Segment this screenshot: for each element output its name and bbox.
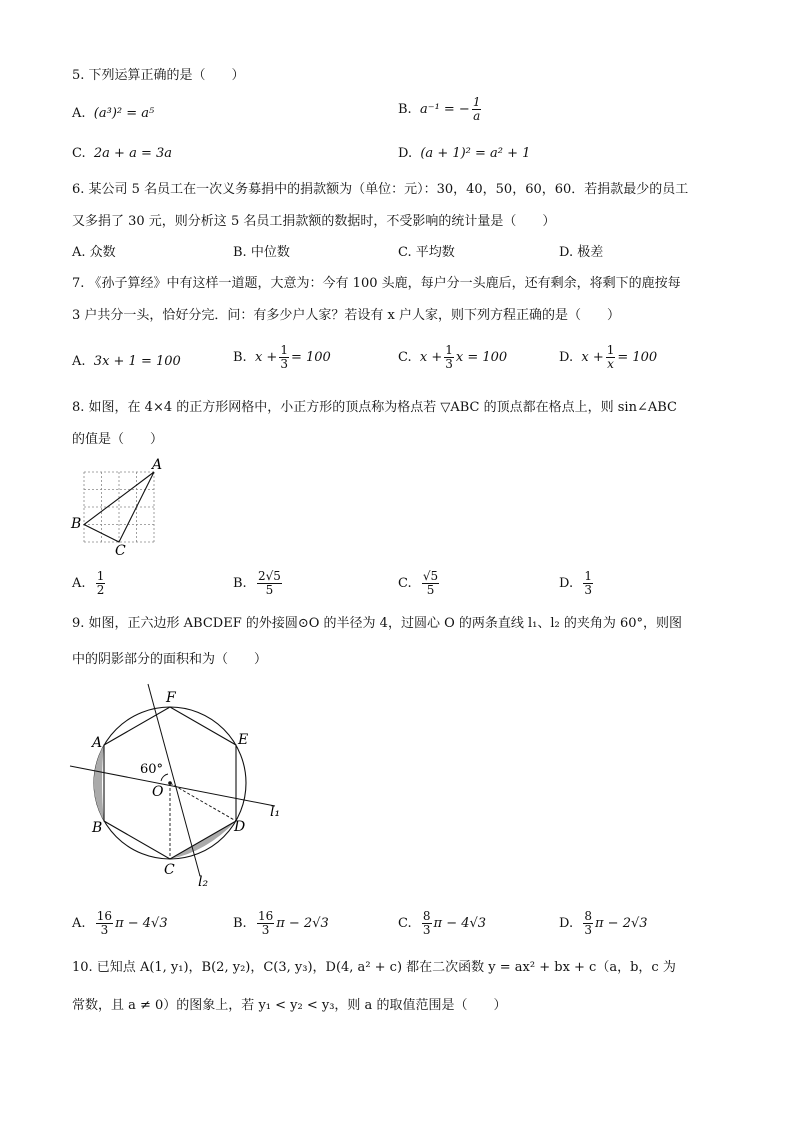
q8-line2: 的值是（ ） — [72, 432, 164, 447]
q9-label-l2: l₂ — [198, 874, 209, 890]
q8-option-d: D. $\frac{1}{3}$ — [559, 569, 592, 597]
q9-option-c: C. $\frac{8}{3}$ π − 4√3 — [398, 909, 487, 937]
q9-shaded-segment-left — [94, 745, 104, 821]
q10-line1: 10. 已知点 A(1, y₁)，B(2, y₂)，C(3, y₃)，D(4, a² + c) 都在二次函数 y = ax² + bx + c（a，b，c 为 — [72, 960, 676, 975]
q9-label-f: F — [166, 690, 176, 706]
q6-option-b: B. 中位数 — [233, 245, 290, 260]
q9-label-d: D — [234, 819, 246, 835]
q9-label-c: C — [164, 862, 175, 878]
q9-option-a: A. $\frac{16}{3}$ π − 4√3 — [72, 909, 168, 937]
q9-line2: 中的阴影部分的面积和为（ ） — [72, 652, 268, 667]
q6-line2: 又多捐了 30 元，则分析这 5 名员工捐款额的数据时，不受影响的统计量是（ ） — [72, 214, 556, 229]
q7-line2: 3 户共分一头，恰好分完．问：有多少户人家？若设有 x 户人家，则下列方程正确的是（ ） — [72, 308, 621, 323]
q8-option-a: A. $\frac{1}{2}$ — [72, 569, 105, 597]
q10-line2: 常数，且 a ≠ 0）的图象上，若 y₁ < y₂ < y₃，则 a 的取值范围是（ ） — [72, 998, 507, 1013]
q8-label-a: A — [152, 457, 163, 473]
q9-line1: 9. 如图，正六边形 ABCDEF 的外接圆⊙O 的半径为 4，过圆心 O 的两条直线 l₁、l₂ 的夹角为 60°，则图 — [72, 616, 683, 631]
q5-stem: 5. 下列运算正确的是（ ） — [72, 68, 245, 83]
q5-option-d: D. (a + 1)² = a² + 1 — [398, 146, 531, 161]
q6-option-c: C. 平均数 — [398, 245, 455, 260]
q7-option-a: A. 3x + 1 = 100 — [72, 354, 181, 369]
q7-option-d: D. x + $\frac{1}{x}$ = 100 — [559, 343, 658, 371]
q8-grid — [84, 472, 154, 542]
q9-label-a: A — [92, 735, 103, 751]
q8-option-c: C. $\frac{√5}{5}$ — [398, 569, 439, 597]
q9-option-b: B. $\frac{16}{3}$ π − 2√3 — [233, 909, 329, 937]
q8-grid-figure — [68, 456, 168, 560]
q9-hexagon-figure — [60, 676, 310, 896]
q7-line1: 7. 《孙子算经》中有这样一道题，大意为：今有 100 头鹿，每户分一头鹿后，还有剩余，将剩下的鹿按每 — [72, 276, 681, 291]
q9-center-dot — [168, 781, 172, 785]
q5-option-a: A. (a³)² = a⁵ — [72, 106, 155, 121]
q9-label-e: E — [238, 732, 249, 748]
q6-option-a: A. 众数 — [72, 245, 116, 260]
q7-option-b: B. x + $\frac{1}{3}$ = 100 — [233, 343, 331, 371]
q9-label-b: B — [92, 820, 103, 836]
q5-option-b: B. a⁻¹ = − $\frac{1}{a}$ — [398, 95, 481, 123]
q9-line-l2 — [148, 684, 200, 876]
q9-label-angle: 60° — [140, 762, 164, 777]
q9-label-l1: l₁ — [270, 804, 281, 820]
q7-option-c: C. x + $\frac{1}{3}$ x = 100 — [398, 343, 508, 371]
q8-label-c: C — [115, 543, 126, 559]
q6-line1: 6. 某公司 5 名员工在一次义务募捐中的捐款额为（单位：元）：30，40，50，60，60．若捐款最少的员工 — [72, 182, 689, 197]
q5-option-c: C. 2a + a = 3a — [72, 146, 172, 161]
q8-line1: 8. 如图，在 4×4 的正方形网格中，小正方形的顶点称为格点若 ▽ABC 的顶点都在格点上，则 sin∠ABC — [72, 400, 677, 415]
q6-option-d: D. 极差 — [559, 245, 604, 260]
q8-option-b: B. $\frac{2√5}{5}$ — [233, 569, 281, 597]
q9-label-o: O — [152, 784, 164, 800]
q8-triangle-abc — [84, 472, 154, 542]
q8-label-b: B — [71, 516, 82, 532]
q9-option-d: D. $\frac{8}{3}$ π − 2√3 — [559, 909, 648, 937]
